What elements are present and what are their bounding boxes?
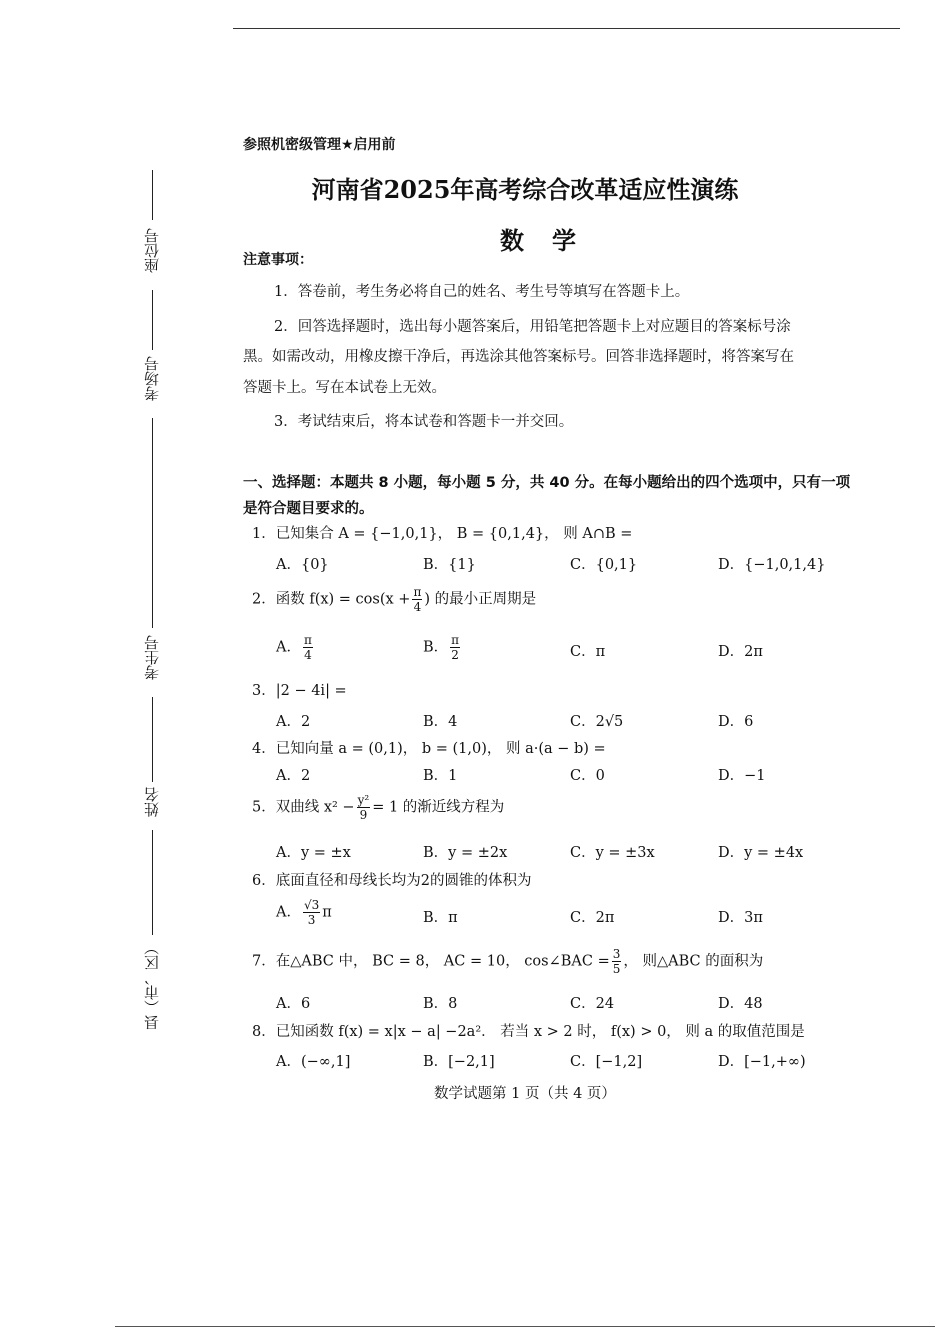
binding-margin <box>126 170 166 1040</box>
question-2-option-c: C．π <box>570 644 606 660</box>
county-label: 县（市、区） <box>143 940 161 1030</box>
question-5-stem-pre: 5．双曲线 x² − <box>252 799 355 816</box>
question-7-option-b: B．8 <box>423 996 458 1012</box>
question-2-option-a-denominator: 4 <box>304 648 312 662</box>
question-6-option-d: D．3π <box>718 910 763 926</box>
notice-heading: 注意事项： <box>243 252 313 268</box>
question-2-option-b-numerator: π <box>451 633 460 647</box>
question-5-option-c: C．y = ±3x <box>570 845 655 861</box>
notice-item-2-line-3: 答题卡上。写在本试卷上无效。 <box>243 380 446 396</box>
question-2-stem <box>252 585 536 614</box>
question-6-option-c: C．2π <box>570 910 615 926</box>
question-2-stem-post: ) 的最小正周期是 <box>424 591 537 608</box>
room-line <box>152 290 153 350</box>
question-5-fraction <box>357 793 371 822</box>
question-8-option-d: D．[−1,+∞) <box>718 1054 806 1070</box>
examinee-label: 考生号 <box>143 635 161 680</box>
question-4-option-a: A．2 <box>276 768 311 784</box>
question-6-option-a <box>276 898 332 927</box>
name-line <box>152 697 153 782</box>
question-5-stem-post: = 1 的渐近线方程为 <box>372 799 505 816</box>
question-7-stem-pre: 7．在△ABC 中， BC = 8， AC = 10， cos∠BAC = <box>252 953 610 970</box>
notice-item-2-line-2: 黑。如需改动，用橡皮擦干净后，再选涂其他答案标号。回答非选择题时，将答案写在 <box>243 349 794 365</box>
question-6-option-b: B．π <box>423 910 458 926</box>
question-3-option-a: A．2 <box>276 714 311 730</box>
question-2-option-b-fraction <box>450 633 460 662</box>
question-1-option-d: D．{−1,0,1,4} <box>718 557 826 573</box>
question-4-option-d: D．−1 <box>718 768 766 784</box>
question-2-option-a <box>276 633 315 662</box>
question-7-fraction <box>612 947 622 976</box>
question-7-stem <box>252 947 763 976</box>
top-border-line <box>233 28 900 29</box>
question-4-option-c: C．0 <box>570 768 605 784</box>
question-3-option-c: C．2√5 <box>570 714 624 730</box>
question-6-option-a-pi: π <box>322 904 332 921</box>
question-1-option-b: B．{1} <box>423 557 476 573</box>
question-3-option-d: D．6 <box>718 714 754 730</box>
question-4-option-b: B．1 <box>423 768 458 784</box>
question-2-option-a-fraction <box>303 633 313 662</box>
question-2-option-a-label: A． <box>276 639 301 656</box>
question-7-option-d: D．48 <box>718 996 763 1012</box>
question-1-option-c: C．{0,1} <box>570 557 638 573</box>
section-heading: 一、选择题：本题共 8 小题，每小题 5 分，共 40 分。在每小题给出的四个选项中，只有一项是符合题目要求的。 <box>243 475 851 517</box>
notice-item-2-line-1: 2．回答选择题时，选出每小题答案后，用铅笔把答题卡上对应题目的答案标号涂 <box>274 319 791 335</box>
exam-title: 河南省2025年高考综合改革适应性演练 <box>311 175 739 204</box>
question-2-denominator: 4 <box>413 600 422 614</box>
secret-level-label: 参照机密级管理★启用前 <box>243 137 396 153</box>
room-label: 考场号 <box>143 356 161 401</box>
question-2-option-b-denominator: 2 <box>451 648 459 662</box>
county-line <box>152 830 153 935</box>
question-5-denominator: 9 <box>359 808 368 822</box>
question-4-stem: 4．已知向量 a = (0,1)， b = (1,0)， 则 a·(a − b) = <box>252 741 606 757</box>
question-5-stem <box>252 793 504 822</box>
subject-title: 数学 <box>500 226 604 255</box>
question-5-option-b: B．y = ±2x <box>423 845 508 861</box>
name-label: 姓名 <box>143 787 161 817</box>
question-7-stem-post: ， 则△ABC 的面积为 <box>623 953 764 970</box>
question-8-stem: 8．已知函数 f(x) = x|x − a| −2a²． 若当 x > 2 时， f(x) > 0， 则 a 的取值范围是 <box>252 1024 805 1040</box>
question-8-option-a: A．(−∞,1] <box>276 1054 351 1070</box>
question-2-option-a-numerator: π <box>303 633 312 647</box>
page-footer: 数学试题第 1 页（共 4 页） <box>434 1086 616 1102</box>
question-7-option-a: A．6 <box>276 996 311 1012</box>
question-3-stem: 3．|2 − 4i| = <box>252 683 347 699</box>
question-6-option-a-denominator: 3 <box>307 913 316 927</box>
question-2-option-b-label: B． <box>423 639 449 656</box>
question-5-numerator: y² <box>357 793 370 807</box>
question-2-option-d: D．2π <box>718 644 763 660</box>
question-8-option-c: C．[−1,2] <box>570 1054 643 1070</box>
examinee-line <box>152 418 153 628</box>
question-7-denominator: 5 <box>612 962 621 976</box>
question-7-option-c: C．24 <box>570 996 615 1012</box>
bottom-border-line <box>115 1326 935 1327</box>
question-2-fraction <box>412 585 422 614</box>
question-1-stem: 1．已知集合 A = {−1,0,1}， B = {0,1,4}， 则 A∩B = <box>252 526 633 542</box>
question-2-option-b <box>423 633 462 662</box>
notice-item-1: 1．答卷前，考生务必将自己的姓名、考生号等填写在答题卡上。 <box>274 284 690 300</box>
question-8-option-b: B．[−2,1] <box>423 1054 495 1070</box>
notice-item-3: 3．考试结束后，将本试卷和答题卡一并交回。 <box>274 414 574 430</box>
seat-label: 座位号 <box>143 228 161 273</box>
question-5-option-d: D．y = ±4x <box>718 845 804 861</box>
question-6-stem: 6．底面直径和母线长均为2的圆锥的体积为 <box>252 873 532 889</box>
question-5-option-a: A．y = ±x <box>276 845 351 861</box>
question-6-option-a-fraction <box>303 898 320 927</box>
question-7-numerator: 3 <box>612 947 621 961</box>
question-3-option-b: B．4 <box>423 714 458 730</box>
question-6-option-a-numerator: √3 <box>303 898 320 912</box>
question-2-stem-pre: 2．函数 f(x) = cos(x + <box>252 591 411 608</box>
question-1-option-a: A．{0} <box>276 557 329 573</box>
question-6-option-a-label: A． <box>276 904 301 921</box>
question-2-numerator: π <box>413 585 422 599</box>
